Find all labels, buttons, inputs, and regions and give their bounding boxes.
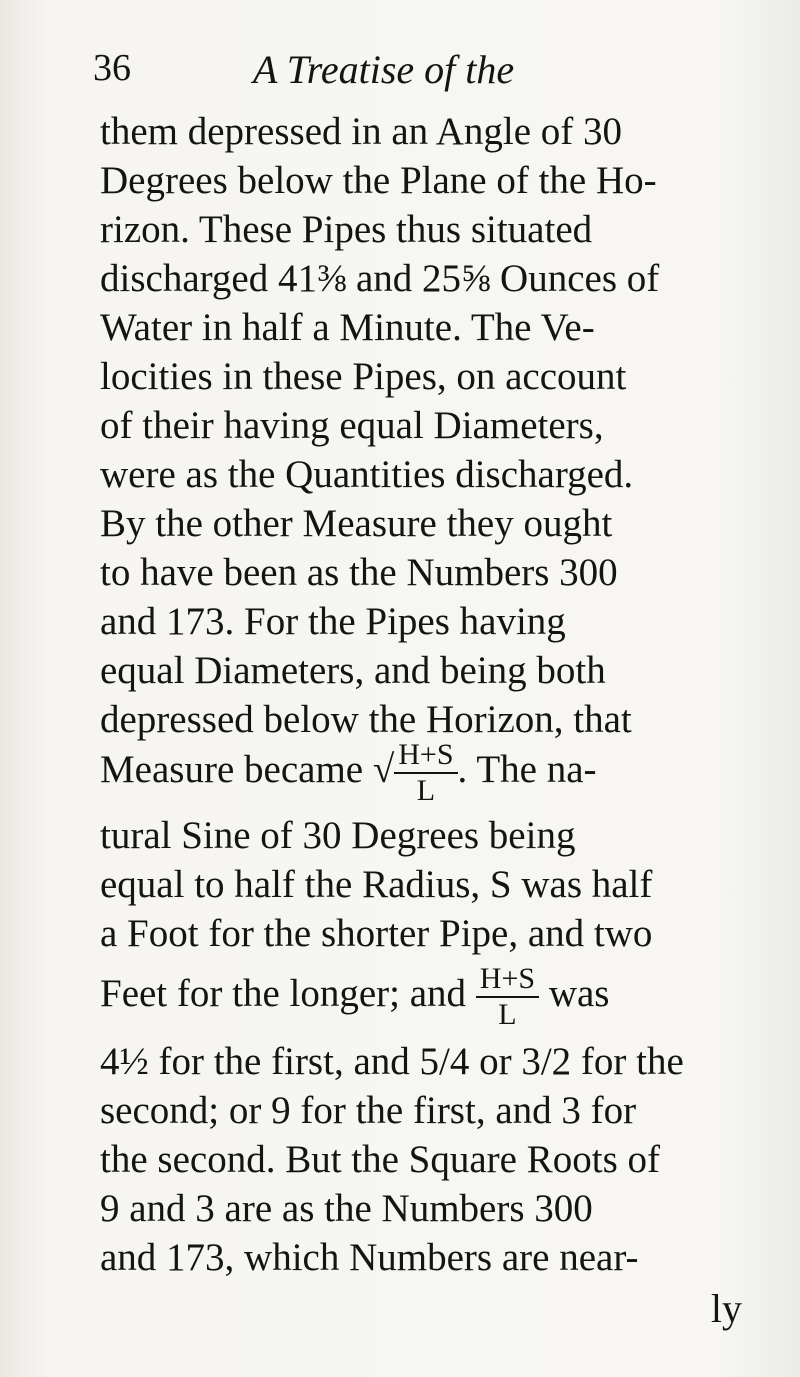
text-line: a Foot for the shorter Pipe, and two	[100, 912, 653, 955]
formula-line	[100, 738, 750, 808]
text-line: rizon. These Pipes thus situated	[100, 208, 593, 251]
page-number: 36	[93, 47, 131, 89]
fraction-numerator: H+S	[476, 962, 539, 998]
fraction	[476, 962, 539, 1032]
formula-text-before: Measure became √	[100, 747, 395, 791]
page-header	[93, 46, 740, 96]
text-line: discharged 41⅜ and 25⅝ Ounces of	[100, 257, 660, 300]
text-line: them depressed in an Angle of 30	[100, 110, 623, 153]
text-line: of their having equal Diameters,	[100, 404, 604, 447]
text-line: second; or 9 for the first, and 3 for	[100, 1089, 637, 1132]
text-line: depressed below the Horizon, that	[100, 698, 632, 741]
formula-text-before: Feet for the longer; and	[100, 971, 476, 1015]
text-line: the second. But the Square Roots of	[100, 1138, 660, 1181]
text-line: equal Diameters, and being both	[100, 649, 606, 692]
formula-line	[100, 962, 750, 1032]
formula-text-after: was	[539, 971, 610, 1015]
text-line: and 173, which Numbers are near-	[100, 1236, 639, 1279]
fraction	[394, 738, 457, 808]
text-line: 9 and 3 are as the Numbers 300	[100, 1187, 593, 1230]
text-line: equal to half the Radius, S was half	[100, 863, 653, 906]
formula-text-after: . The na-	[457, 747, 597, 791]
fraction-numerator: H+S	[394, 738, 457, 774]
text-line: Degrees below the Plane of the Ho-	[100, 159, 657, 202]
text-line: Water in half a Minute. The Ve-	[100, 306, 595, 349]
text-line: to have been as the Numbers 300	[100, 551, 618, 594]
fraction-denominator: L	[416, 774, 436, 807]
catchword: ly	[710, 1286, 742, 1331]
running-title: A Treatise of the	[253, 47, 515, 92]
text-line: locities in these Pipes, on account	[100, 355, 627, 398]
text-line: 4½ for the first, and 5/4 or 3/2 for the	[100, 1040, 684, 1083]
text-line: By the other Measure they ought	[100, 502, 613, 545]
fraction-denominator: L	[498, 998, 517, 1031]
text-line: were as the Quantities discharged.	[100, 453, 634, 496]
text-line: tural Sine of 30 Degrees being	[100, 814, 576, 857]
text-line: and 173. For the Pipes having	[100, 600, 566, 643]
